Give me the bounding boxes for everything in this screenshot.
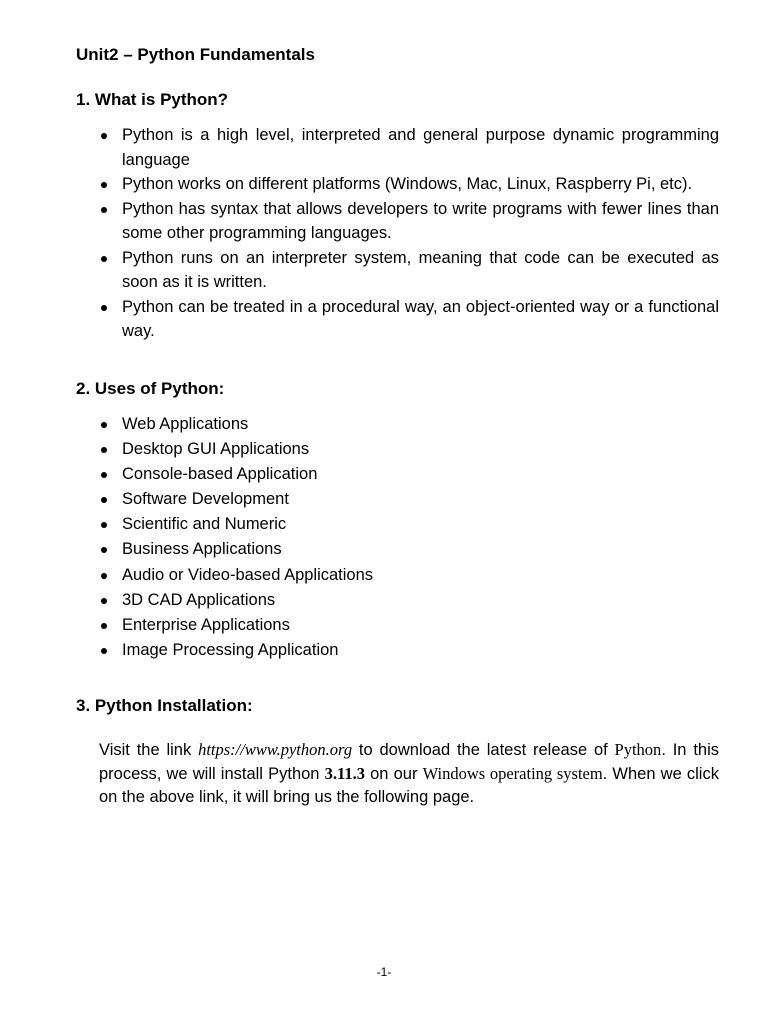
list-item: Image Processing Application <box>122 638 719 663</box>
list-item: Web Applications <box>122 412 719 437</box>
list-item: Python works on different platforms (Windows, Mac, Linux, Raspberry Pi, etc). <box>122 172 719 197</box>
list-item: 3D CAD Applications <box>122 588 719 613</box>
document-title: Unit2 – Python Fundamentals <box>76 45 315 64</box>
section-heading-python-installation: 3. Python Installation: <box>76 696 253 715</box>
section-heading-uses-of-python: 2. Uses of Python: <box>76 379 225 398</box>
list-item: Enterprise Applications <box>122 613 719 638</box>
python-word: Python <box>614 740 662 759</box>
uses-of-python-list <box>122 412 719 663</box>
paragraph-text: . In this process, we will install Python <box>99 741 719 783</box>
python-version: 3.11.3 <box>324 764 365 783</box>
paragraph-text: to download the latest release of <box>352 741 615 759</box>
paragraph-text: Visit the link <box>99 741 199 759</box>
list-item: Desktop GUI Applications <box>122 437 719 462</box>
section-heading-what-is-python: 1. What is Python? <box>76 90 229 109</box>
list-item: Console-based Application <box>122 462 719 487</box>
list-item: Business Applications <box>122 537 719 562</box>
list-item: Python runs on an interpreter system, meaning that code can be executed as soon as it is written. <box>122 246 719 295</box>
installation-paragraph <box>99 738 719 809</box>
list-item: Audio or Video-based Applications <box>122 563 719 588</box>
list-item: Python has syntax that allows developers to write programs with fewer lines than some other programming languages. <box>122 197 719 246</box>
paragraph-text: . When we click on the above link, it will bring us the following page. <box>99 765 719 806</box>
page-number: -1- <box>376 965 392 979</box>
os-phrase: Windows operating system <box>422 764 603 783</box>
python-org-link[interactable]: https://www.python.org <box>198 740 353 759</box>
list-item: Scientific and Numeric <box>122 512 719 537</box>
list-item: Python can be treated in a procedural way, an object-oriented way or a functional way. <box>122 295 719 344</box>
list-item: Python is a high level, interpreted and general purpose dynamic programming language <box>122 123 719 172</box>
list-item: Software Development <box>122 487 719 512</box>
paragraph-text: on our <box>364 765 423 783</box>
what-is-python-list <box>122 123 719 344</box>
